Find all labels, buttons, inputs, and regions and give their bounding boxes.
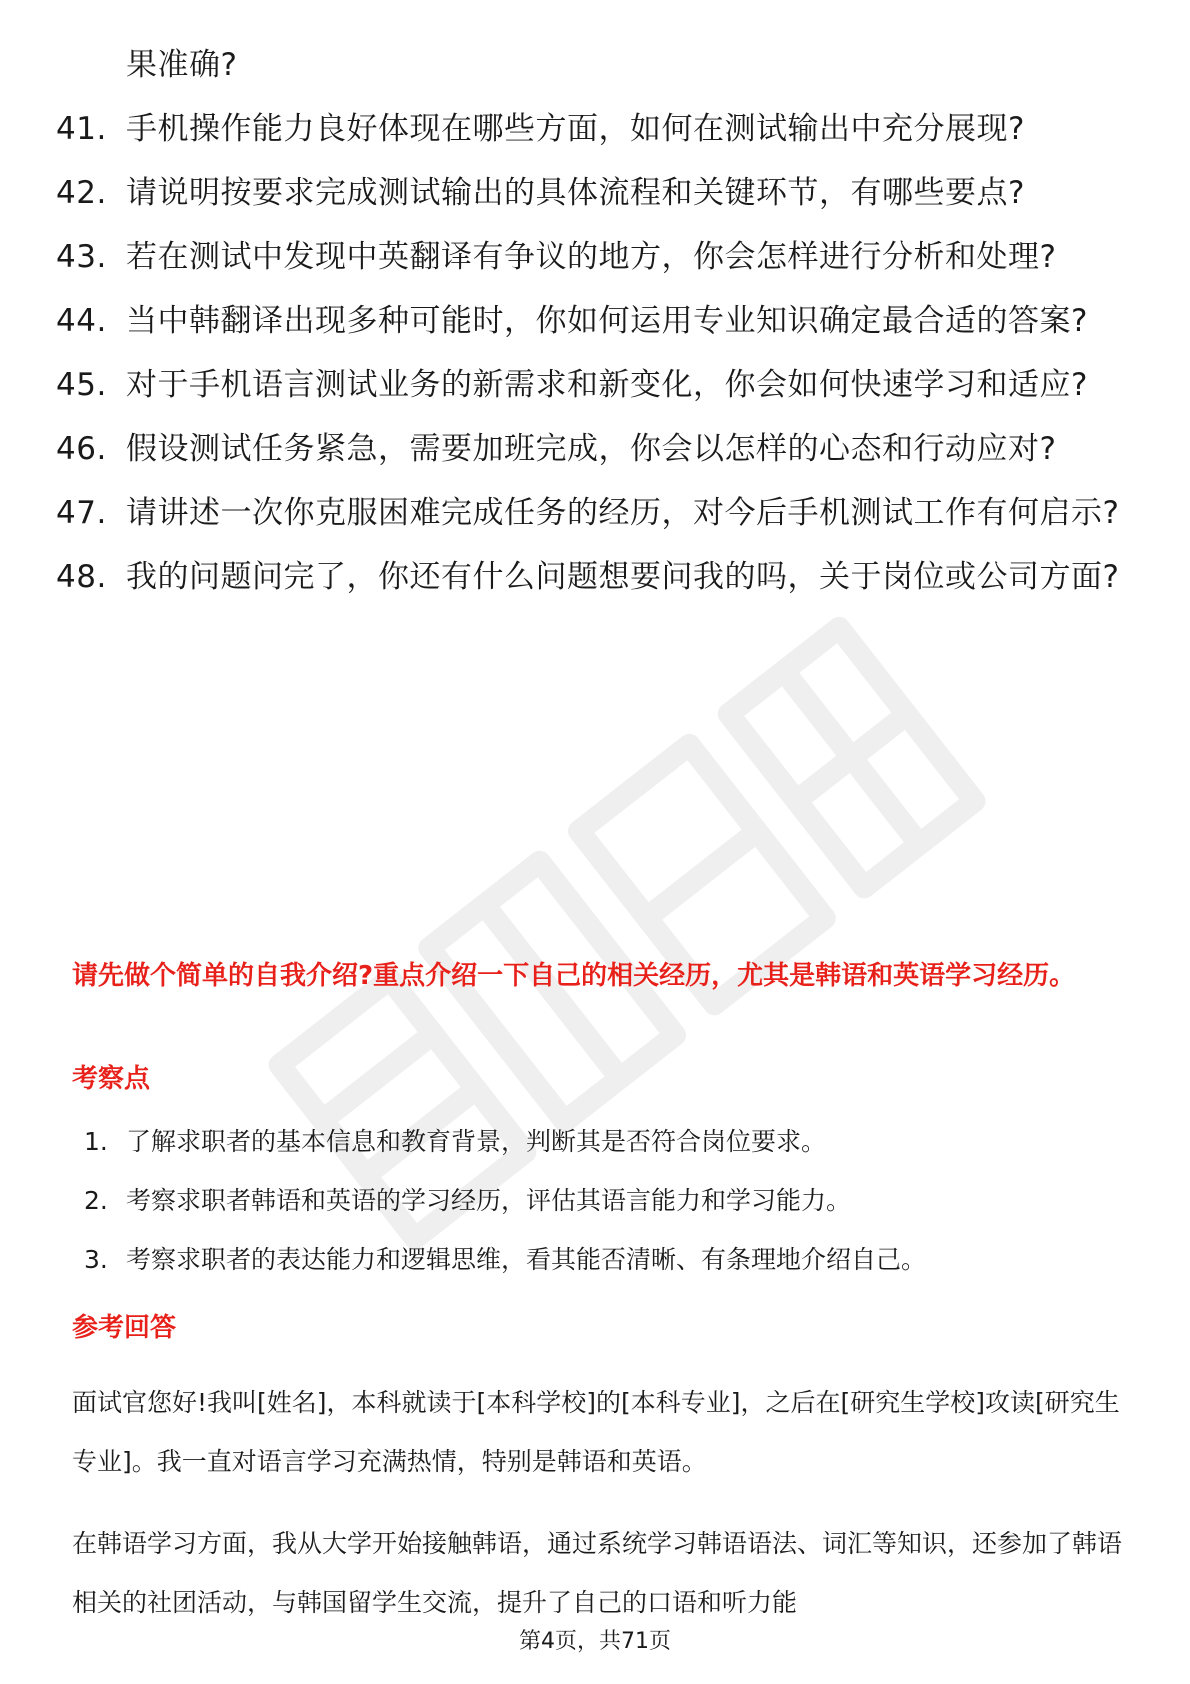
reference-paragraph: 在韩语学习方面，我从大学开始接触韩语，通过系统学习韩语语法、词汇等知识，还参加了韩语相关的社团活动，与韩国留学生交流，提升了自己的口语和听力能 xyxy=(72,1529,1123,1617)
question-number: 44. xyxy=(56,303,107,339)
question-text: 我的问题问完了，你还有什么问题想要问我的吗，关于岗位或公司方面? xyxy=(126,559,1120,595)
evaluation-heading: 考察点 xyxy=(72,1064,151,1094)
question-item xyxy=(56,430,1136,468)
point-number: 3. xyxy=(84,1245,108,1274)
question-item xyxy=(56,302,1136,340)
question-text: 对于手机语言测试业务的新需求和新变化，你会如何快速学习和适应? xyxy=(126,367,1088,403)
question-item xyxy=(56,558,1136,596)
evaluation-point xyxy=(84,1243,1124,1277)
question-number: 42. xyxy=(56,175,107,211)
question-text: 请说明按要求完成测试输出的具体流程和关键环节，有哪些要点? xyxy=(126,175,1025,211)
evaluation-point xyxy=(84,1184,1124,1218)
question-item xyxy=(56,366,1136,404)
question-item xyxy=(56,494,1136,532)
question-text: 若在测试中发现中英翻译有争议的地方，你会怎样进行分析和处理? xyxy=(126,239,1057,275)
question-text: 当中韩翻译出现多种可能时，你如何运用专业知识确定最合适的答案? xyxy=(126,303,1088,339)
question-item xyxy=(56,174,1136,212)
question-number: 45. xyxy=(56,367,107,403)
point-number: 2. xyxy=(84,1186,108,1215)
point-text: 考察求职者的表达能力和逻辑思维，看其能否清晰、有条理地介绍自己。 xyxy=(126,1245,927,1274)
reference-heading: 参考回答 xyxy=(72,1313,177,1343)
evaluation-point xyxy=(84,1125,1124,1159)
question-number: 43. xyxy=(56,239,107,275)
question-text: 假设测试任务紧急，需要加班完成，你会以怎样的心态和行动应对? xyxy=(126,431,1057,467)
point-text: 考察求职者韩语和英语的学习经历，评估其语言能力和学习能力。 xyxy=(126,1186,852,1215)
point-number: 1. xyxy=(84,1127,108,1156)
question-number: 47. xyxy=(56,495,107,531)
question-continuation: 果准确? xyxy=(126,47,238,83)
question-text: 请讲述一次你克服困难完成任务的经历，对今后手机测试工作有何启示? xyxy=(126,495,1120,531)
reference-paragraph: 面试官您好!我叫[姓名]，本科就读于[本科学校]的[本科专业]，之后在[研究生学校]攻读[研究生专业]。我一直对语言学习充满热情，特别是韩语和英语。 xyxy=(72,1388,1120,1476)
question-number: 48. xyxy=(56,559,107,595)
question-item xyxy=(56,238,1136,276)
point-text: 了解求职者的基本信息和教育背景，判断其是否符合岗位要求。 xyxy=(126,1127,827,1156)
evaluation-points xyxy=(84,1125,1124,1302)
question-item xyxy=(56,110,1136,148)
question-number: 41. xyxy=(56,111,107,147)
question-number: 46. xyxy=(56,431,107,467)
page-footer: 第4页，共71页 xyxy=(519,1629,671,1654)
featured-question: 请先做个简单的自我介绍?重点介绍一下自己的相关经历，尤其是韩语和英语学习经历。 xyxy=(72,961,1076,991)
question-list xyxy=(56,46,1136,622)
question-text: 手机操作能力良好体现在哪些方面，如何在测试输出中充分展现? xyxy=(126,111,1025,147)
